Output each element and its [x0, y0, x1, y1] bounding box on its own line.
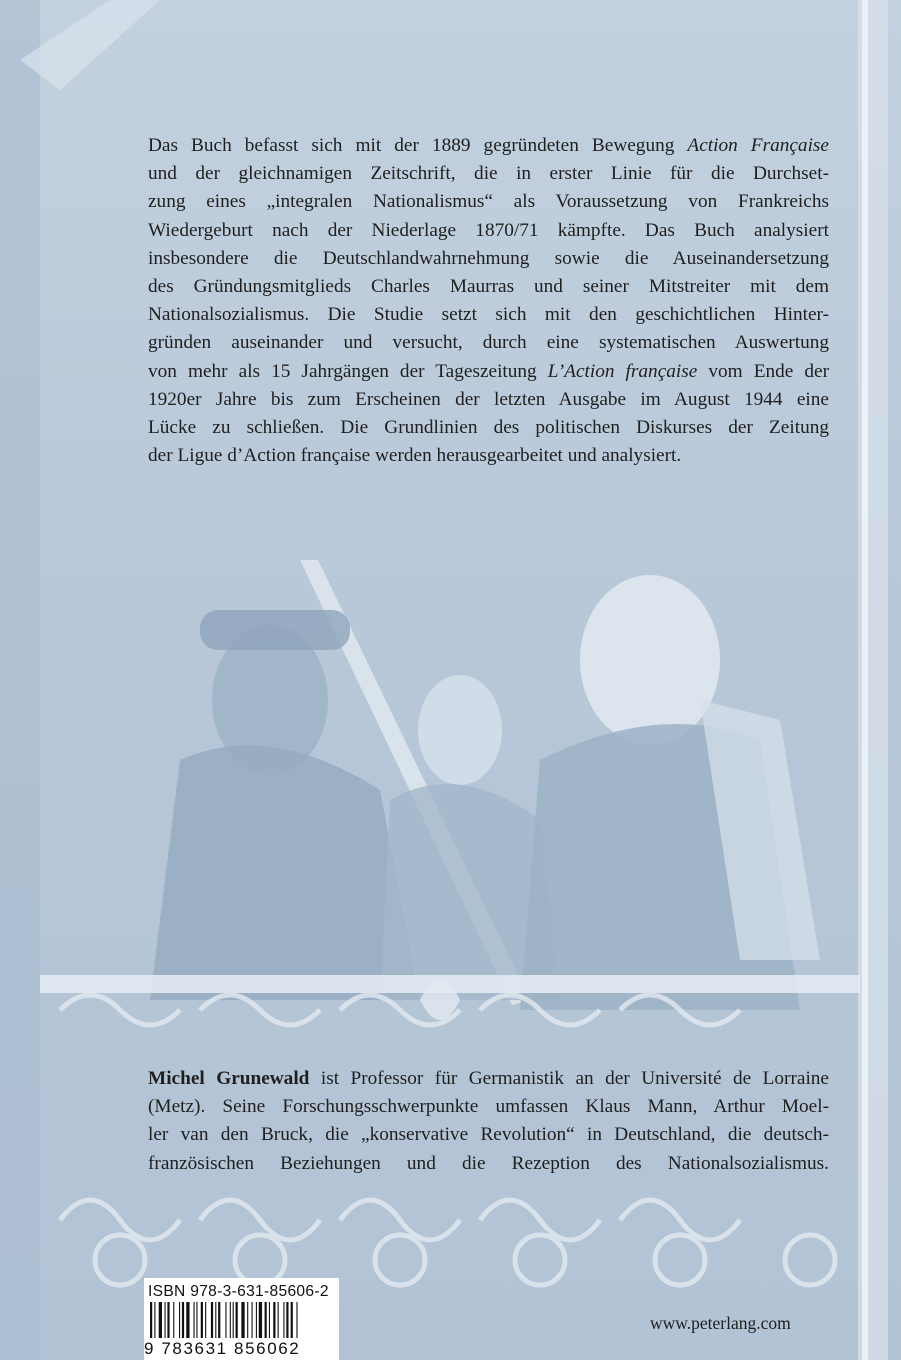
- author-bio-line: französischen Beziehungen und die Rezeption des Nationalsozialismus.: [148, 1152, 829, 1174]
- blurb-line: der Ligue d’Action française werden herausgearbeitet und analysiert.: [148, 445, 682, 467]
- book-blurb: [148, 132, 829, 470]
- barcode-digits: 9 783631 856062: [144, 1339, 301, 1358]
- author-bio-line: Michel Grunewald ist Professor für Germanistik an der Université de Lorraine: [148, 1068, 829, 1089]
- author-bio: [148, 1065, 829, 1178]
- blurb-line: zung eines „integralen Nationalismus“ als Voraussetzung von Frankreichs: [148, 191, 829, 213]
- blurb-line: Lücke zu schließen. Die Grundlinien des politischen Diskurses der Zeitung: [148, 417, 829, 439]
- blurb-line: des Gründungsmitglieds Charles Maurras und seiner Mitstreiter mit dem: [148, 276, 829, 298]
- blurb-line: Nationalsozialismus. Die Studie setzt sich mit den geschichtlichen Hinter-: [148, 304, 829, 326]
- author-name: Michel Grunewald: [148, 1068, 310, 1089]
- barcode-icon: [150, 1302, 336, 1338]
- blurb-line: Das Buch befasst sich mit der 1889 gegründeten Bewegung Action Française: [148, 135, 829, 156]
- blurb-line: und der gleichnamigen Zeitschrift, die in erster Linie für die Durchset-: [148, 163, 829, 185]
- isbn-label: ISBN 978-3-631-85606-2: [148, 1283, 329, 1300]
- author-bio-line: (Metz). Seine Forschungsschwerpunkte umfassen Klaus Mann, Arthur Moel-: [148, 1096, 829, 1118]
- blurb-line: insbesondere die Deutschlandwahrnehmung sowie die Auseinandersetzung: [148, 247, 829, 269]
- blurb-line: Wiedergeburt nach der Niederlage 1870/71 kämpfte. Das Buch analysiert: [148, 219, 829, 241]
- blurb-line: 1920er Jahre bis zum Erscheinen der letzten Ausgabe im August 1944 eine: [148, 388, 829, 410]
- blurb-line: gründen auseinander und versucht, durch eine systematischen Auswertung: [148, 332, 829, 354]
- publisher-url[interactable]: www.peterlang.com: [650, 1313, 791, 1333]
- blurb-line: von mehr als 15 Jahrgängen der Tageszeitung L’Action française vom Ende der: [148, 360, 829, 382]
- author-bio-line: ler van den Bruck, die „konservative Revolution“ in Deutschland, die deutsch-: [148, 1124, 829, 1146]
